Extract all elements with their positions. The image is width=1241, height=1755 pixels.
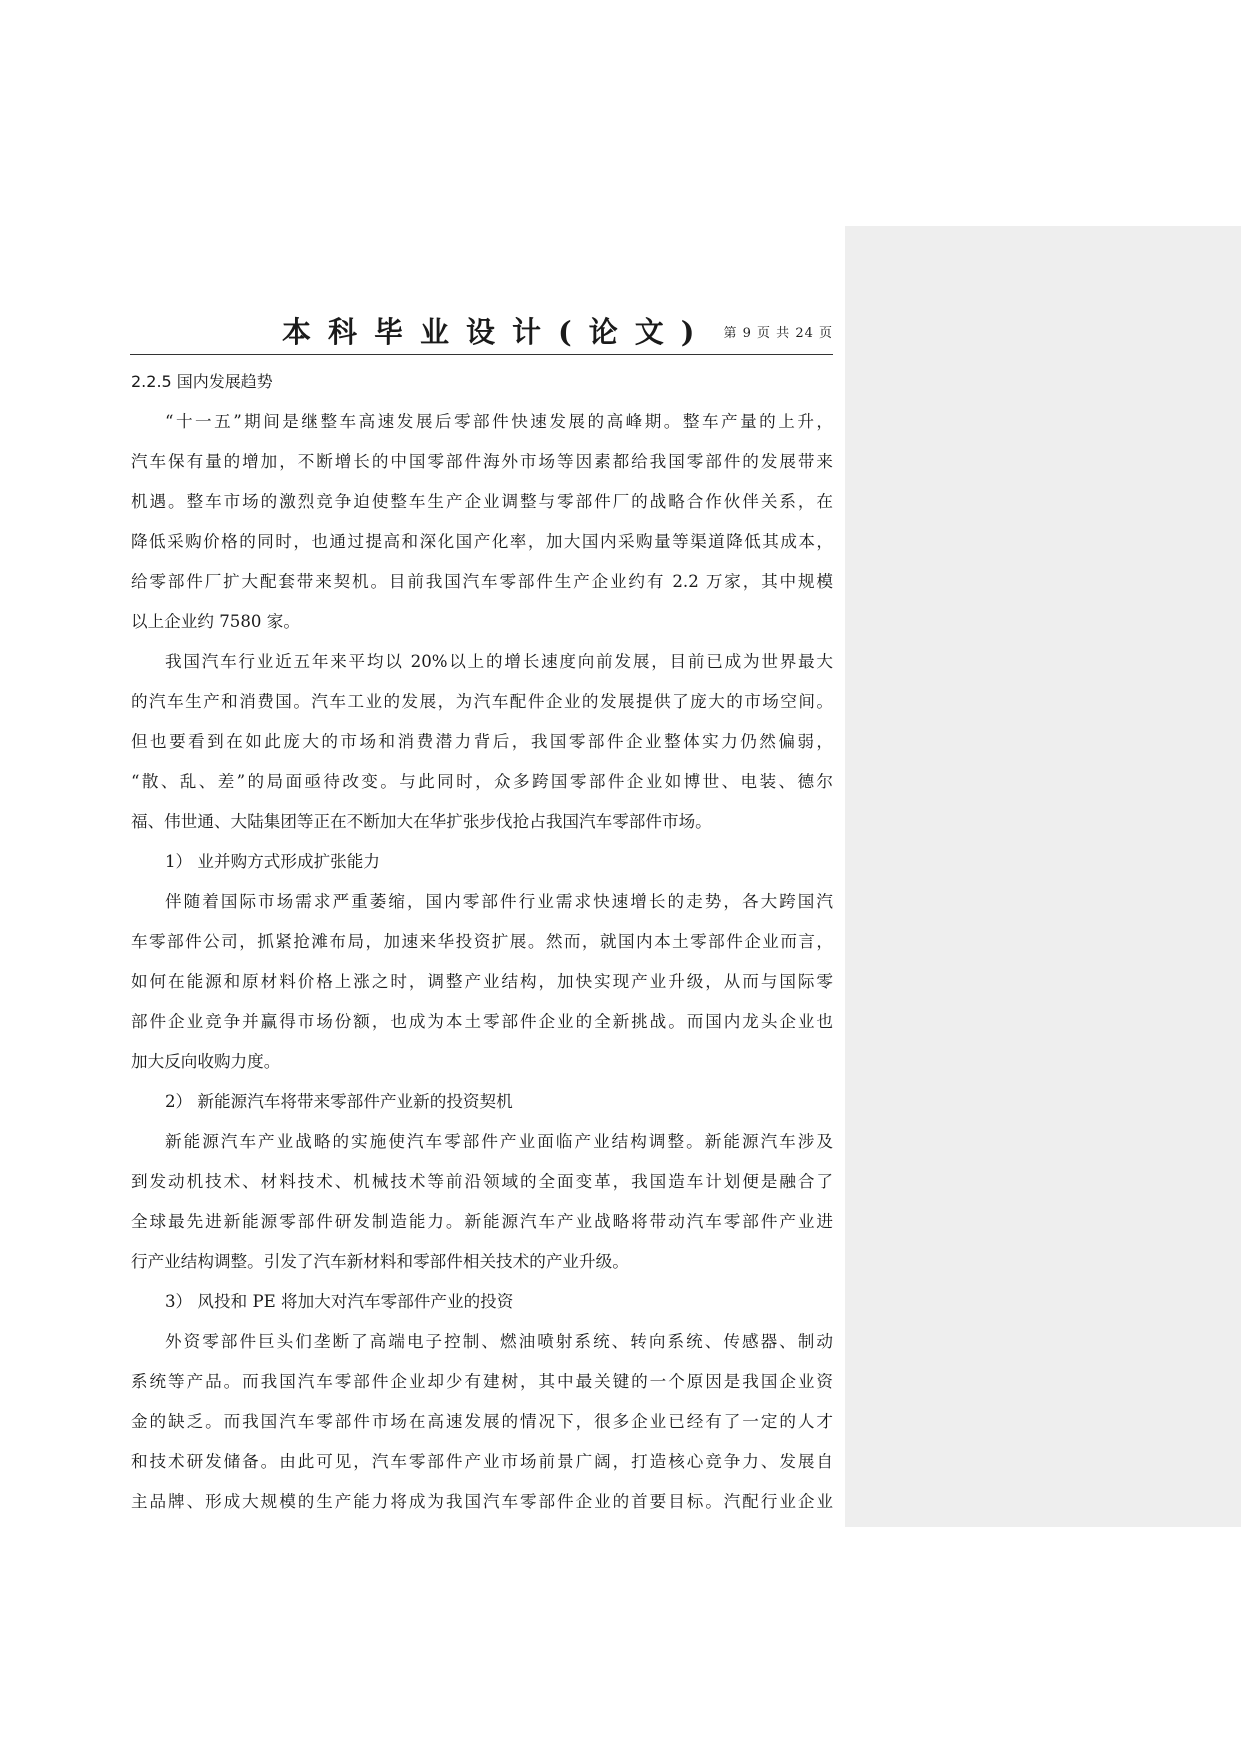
body-text xyxy=(131,362,833,1522)
text-line: 降低采购价格的同时，也通过提高和深化国产化率，加大国内采购量等渠道降低其成本， xyxy=(131,532,833,551)
text-line: 如何在能源和原材料价格上涨之时，调整产业结构，加快实现产业升级，从而与国际零 xyxy=(131,972,833,991)
section-heading: 2.2.5 国内发展趋势 xyxy=(131,372,273,391)
header-page-number: 第 9 页 共 24 页 xyxy=(723,326,833,341)
text-line: 福、伟世通、大陆集团等正在不断加大在华扩张步伐抢占我国汽车零部件市场。 xyxy=(131,812,712,831)
text-line: 金的缺乏。而我国汽车零部件市场在高速发展的情况下，很多企业已经有了一定的人才 xyxy=(131,1412,833,1431)
text-line: 机遇。整车市场的激烈竞争迫使整车生产企业调整与零部件厂的战略合作伙伴关系，在 xyxy=(131,492,833,511)
text-line: 主品牌、形成大规模的生产能力将成为我国汽车零部件企业的首要目标。汽配行业企业 xyxy=(131,1492,833,1511)
text-line: “散、乱、差”的局面亟待改变。与此同时，众多跨国零部件企业如博世、电装、德尔 xyxy=(131,772,833,791)
text-line: 车零部件公司，抓紧抢滩布局，加速来华投资扩展。然而，就国内本土零部件企业而言， xyxy=(131,932,833,951)
text-line: 1） 业并购方式形成扩张能力 xyxy=(165,852,380,871)
text-line: 新能源汽车产业战略的实施使汽车零部件产业面临产业结构调整。新能源汽车涉及 xyxy=(165,1132,833,1151)
text-line: 给零部件厂扩大配套带来契机。目前我国汽车零部件生产企业约有 2.2 万家，其中规模 xyxy=(131,572,833,591)
header-title: 本科毕业设计(论文) xyxy=(282,315,712,349)
text-line: 行产业结构调整。引发了汽车新材料和零部件相关技术的产业升级。 xyxy=(131,1252,629,1271)
comment-margin-pane xyxy=(845,226,1241,1527)
text-line: “十一五”期间是继整车高速发展后零部件快速发展的高峰期。整车产量的上升， xyxy=(165,412,833,431)
text-line: 3） 风投和 PE 将加大对汽车零部件产业的投资 xyxy=(165,1292,514,1311)
text-line: 和技术研发储备。由此可见，汽车零部件产业市场前景广阔，打造核心竞争力、发展自 xyxy=(131,1452,833,1471)
text-line: 外资零部件巨头们垄断了高端电子控制、燃油喷射系统、转向系统、传感器、制动 xyxy=(165,1332,833,1351)
text-line: 伴随着国际市场需求严重萎缩，国内零部件行业需求快速增长的走势，各大跨国汽 xyxy=(165,892,833,911)
text-line: 2） 新能源汽车将带来零部件产业新的投资契机 xyxy=(165,1092,513,1111)
text-line: 以上企业约 7580 家。 xyxy=(131,612,300,631)
text-line: 的汽车生产和消费国。汽车工业的发展，为汽车配件企业的发展提供了庞大的市场空间。 xyxy=(131,692,833,711)
text-line: 我国汽车行业近五年来平均以 20%以上的增长速度向前发展，目前已成为世界最大 xyxy=(165,652,833,671)
page-header xyxy=(130,312,833,355)
text-line: 系统等产品。而我国汽车零部件企业却少有建树，其中最关键的一个原因是我国企业资 xyxy=(131,1372,833,1391)
text-line: 但也要看到在如此庞大的市场和消费潜力背后，我国零部件企业整体实力仍然偏弱， xyxy=(131,732,833,751)
text-line: 部件企业竞争并赢得市场份额，也成为本土零部件企业的全新挑战。而国内龙头企业也 xyxy=(131,1012,833,1031)
text-line: 全球最先进新能源零部件研发制造能力。新能源汽车产业战略将带动汽车零部件产业进 xyxy=(131,1212,833,1231)
paragraph-lines xyxy=(131,402,833,1522)
text-line: 到发动机技术、材料技术、机械技术等前沿领域的全面变革，我国造车计划便是融合了 xyxy=(131,1172,833,1191)
text-line: 加大反向收购力度。 xyxy=(131,1052,281,1071)
text-line: 汽车保有量的增加，不断增长的中国零部件海外市场等因素都给我国零部件的发展带来 xyxy=(131,452,833,471)
